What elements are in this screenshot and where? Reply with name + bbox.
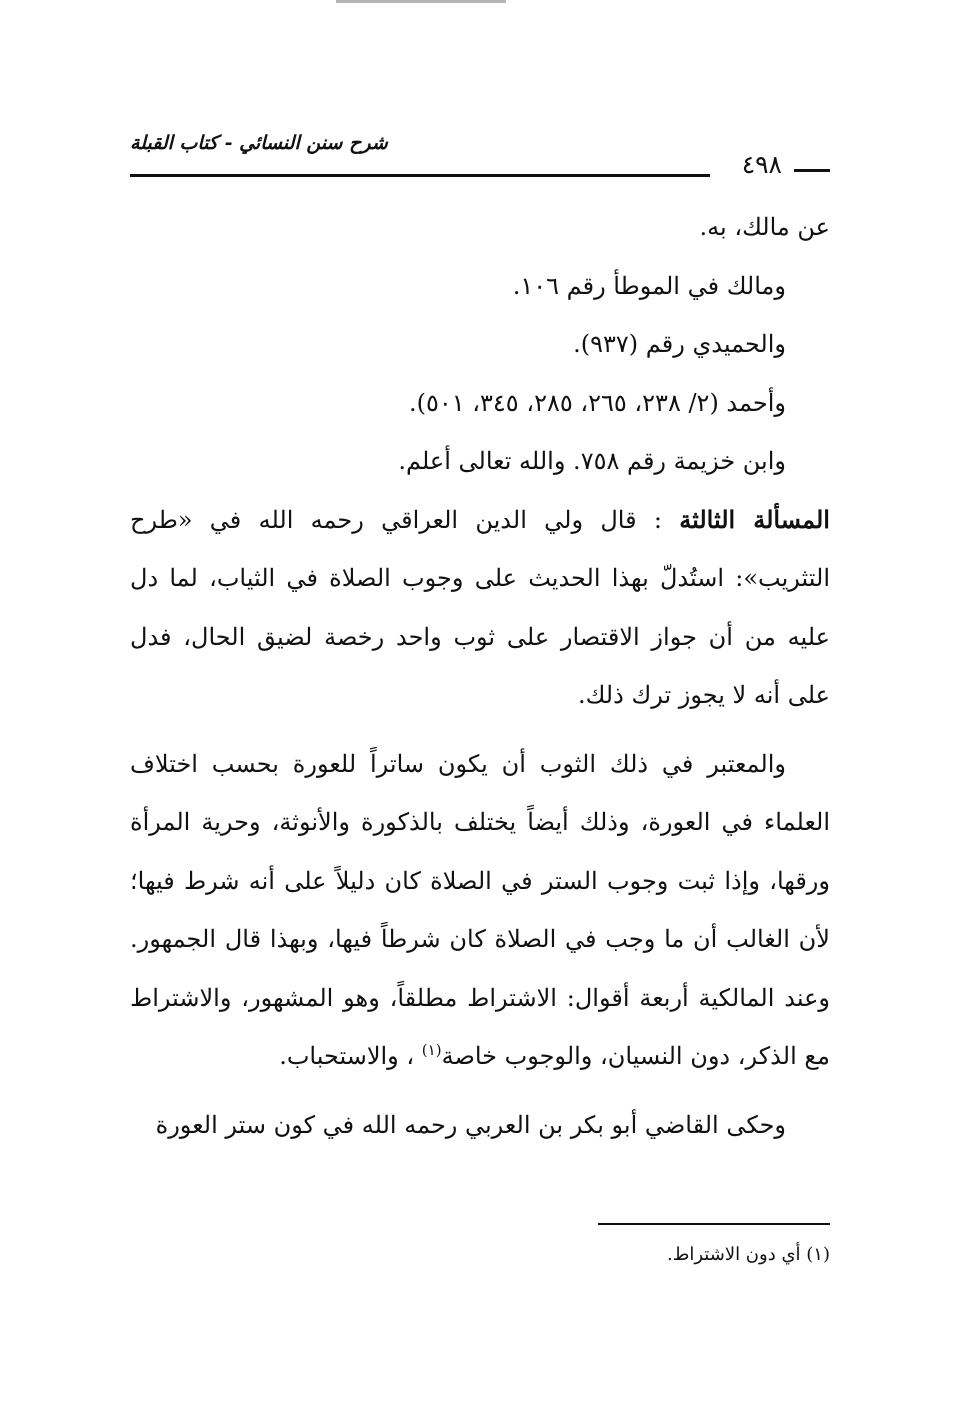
paragraph-ibn-arabi [130,1096,830,1155]
header-rule [130,174,710,177]
reference-line: ومالك في الموطأ رقم ١٠٦. [512,271,786,300]
page-number: ٤٩٨ [741,150,782,179]
footnote-rule [598,1223,830,1225]
paragraph-text-end: ، والاستحباب. [279,1042,415,1070]
running-title: شرح سنن النسائي - كتاب القبلة [130,132,388,154]
footnote-marker: (١) [421,1041,442,1059]
reference-line: وأحمد (٢/ ٢٣٨، ٢٦٥، ٢٨٥، ٣٤٥، ٥٠١). [408,388,786,417]
reference-line: والحميدي رقم (٩٣٧). [573,330,786,358]
paragraph-text: وحكى القاضي أبو بكر بن العربي رحمه الله في كون ستر العورة [155,1110,786,1139]
page-number-dash [794,169,830,172]
issue-text: : قال ولي الدين العراقي رحمه الله في «طرح التثريب»: استُدلّ بهذا الحديث على وجوب الصلاة في الثياب، لما دل عليه من أن جواز الاقتصار على ثوب واحد رخصة لضيق الحال، فدل على أنه لا يجوز ترك ذلك. [130,505,830,709]
reference-line: عن مالك، به. [699,213,830,241]
main-text [130,198,830,1164]
paragraph-covering [130,735,830,1086]
paragraph-issue-three [130,491,830,725]
issue-title: المسألة الثالثة [679,504,830,534]
paragraph-text: والمعتبر في ذلك الثوب أن يكون ساتراً للعورة بحسب اختلاف العلماء في العورة، وذلك أيضاً يختلف بالذكورة والأنوثة، وحرية المرأة ورقها، وإذا ثبت وجوب الستر في الصلاة كان دليلاً على أنه شرط فيها؛ لأن الغالب أن ما وجب في الصلاة كان شرطاً فيها، وبهذا قال الجمهور. وعند المالكية أربعة أقوال: الاشتراط مطلقاً، وهو المشهور، والاشتراط مع الذكر، دون النسيان، والوجوب خاصة [130,749,830,1070]
footnote: (١) أي دون الاشتراط. [667,1244,830,1265]
reference-line: وابن خزيمة رقم ٧٥٨. والله تعالى أعلم. [398,447,786,475]
scan-edge-mark [336,0,506,3]
page-header [130,120,830,190]
